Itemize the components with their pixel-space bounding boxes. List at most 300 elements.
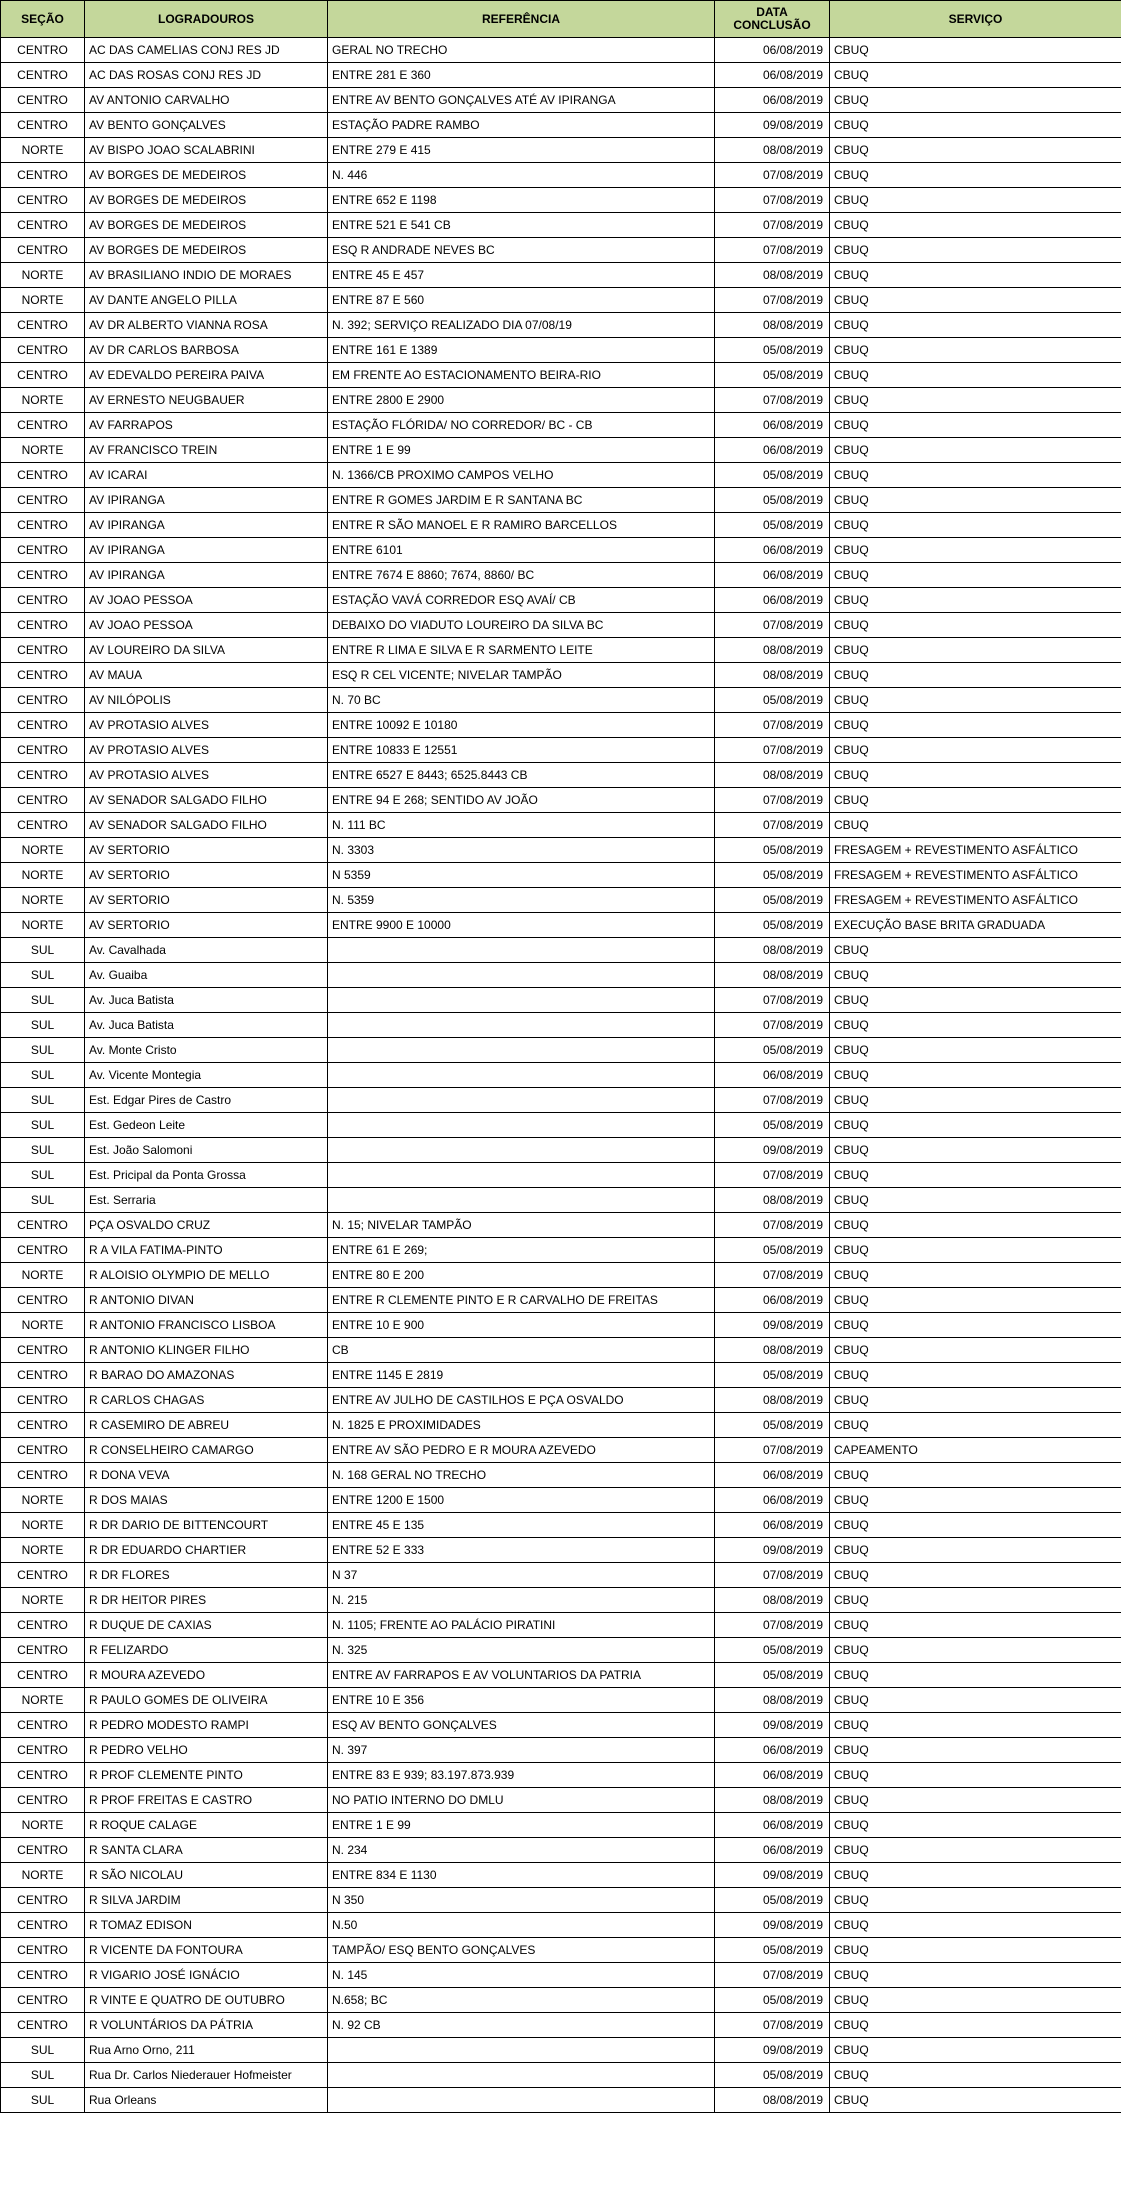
table-row xyxy=(1,338,1121,363)
cell-data-conclusao: 06/08/2019 xyxy=(715,1288,830,1313)
table-row xyxy=(1,1763,1121,1788)
cell-secao: NORTE xyxy=(1,913,85,938)
cell-referencia: ENTRE 834 E 1130 xyxy=(328,1863,715,1888)
table-row xyxy=(1,963,1121,988)
cell-logradouro: Rua Dr. Carlos Niederauer Hofmeister xyxy=(85,2063,328,2088)
cell-logradouro: Av. Vicente Montegia xyxy=(85,1063,328,1088)
cell-referencia: ENTRE 1145 E 2819 xyxy=(328,1363,715,1388)
cell-referencia xyxy=(328,1188,715,1213)
cell-servico: CBUQ xyxy=(830,1713,1121,1738)
cell-referencia: N. 1366/CB PROXIMO CAMPOS VELHO xyxy=(328,463,715,488)
cell-servico: CBUQ xyxy=(830,188,1121,213)
table-row xyxy=(1,1288,1121,1313)
cell-data-conclusao: 07/08/2019 xyxy=(715,1088,830,1113)
cell-servico: CBUQ xyxy=(830,1413,1121,1438)
cell-logradouro: R ANTONIO FRANCISCO LISBOA xyxy=(85,1313,328,1338)
cell-secao: CENTRO xyxy=(1,738,85,763)
cell-data-conclusao: 07/08/2019 xyxy=(715,613,830,638)
cell-referencia xyxy=(328,2038,715,2063)
cell-data-conclusao: 07/08/2019 xyxy=(715,988,830,1013)
cell-secao: CENTRO xyxy=(1,338,85,363)
cell-data-conclusao: 07/08/2019 xyxy=(715,813,830,838)
table-row xyxy=(1,738,1121,763)
table-row xyxy=(1,588,1121,613)
cell-referencia: ENTRE 161 E 1389 xyxy=(328,338,715,363)
cell-secao: CENTRO xyxy=(1,1888,85,1913)
cell-referencia: N. 397 xyxy=(328,1738,715,1763)
cell-referencia xyxy=(328,2088,715,2113)
cell-referencia xyxy=(328,963,715,988)
cell-secao: CENTRO xyxy=(1,1463,85,1488)
cell-data-conclusao: 05/08/2019 xyxy=(715,838,830,863)
cell-secao: NORTE xyxy=(1,288,85,313)
cell-servico: CBUQ xyxy=(830,1738,1121,1763)
cell-referencia: ENTRE R CLEMENTE PINTO E R CARVALHO DE FREITAS xyxy=(328,1288,715,1313)
cell-logradouro: R DONA VEVA xyxy=(85,1463,328,1488)
cell-servico: EXECUÇÃO BASE BRITA GRADUADA xyxy=(830,913,1121,938)
cell-data-conclusao: 09/08/2019 xyxy=(715,1913,830,1938)
cell-servico: CBUQ xyxy=(830,1663,1121,1688)
cell-referencia: ESQ R CEL VICENTE; NIVELAR TAMPÃO xyxy=(328,663,715,688)
cell-referencia: N. 145 xyxy=(328,1963,715,1988)
cell-data-conclusao: 06/08/2019 xyxy=(715,1763,830,1788)
cell-secao: SUL xyxy=(1,1013,85,1038)
cell-data-conclusao: 08/08/2019 xyxy=(715,663,830,688)
cell-referencia: ESTAÇÃO FLÓRIDA/ NO CORREDOR/ BC - CB xyxy=(328,413,715,438)
cell-servico: CBUQ xyxy=(830,1813,1121,1838)
cell-referencia: ENTRE 521 E 541 CB xyxy=(328,213,715,238)
cell-referencia: TAMPÃO/ ESQ BENTO GONÇALVES xyxy=(328,1938,715,1963)
cell-referencia: ESQ R ANDRADE NEVES BC xyxy=(328,238,715,263)
cell-data-conclusao: 05/08/2019 xyxy=(715,1888,830,1913)
cell-logradouro: AV SERTORIO xyxy=(85,838,328,863)
cell-data-conclusao: 07/08/2019 xyxy=(715,388,830,413)
cell-data-conclusao: 05/08/2019 xyxy=(715,1663,830,1688)
cell-logradouro: AV SERTORIO xyxy=(85,913,328,938)
cell-referencia: ENTRE R LIMA E SILVA E R SARMENTO LEITE xyxy=(328,638,715,663)
cell-secao: SUL xyxy=(1,1188,85,1213)
cell-referencia: CB xyxy=(328,1338,715,1363)
cell-logradouro: R MOURA AZEVEDO xyxy=(85,1663,328,1688)
cell-logradouro: R ANTONIO DIVAN xyxy=(85,1288,328,1313)
cell-referencia: N. 168 GERAL NO TRECHO xyxy=(328,1463,715,1488)
table-row xyxy=(1,1013,1121,1038)
cell-secao: SUL xyxy=(1,1088,85,1113)
cell-data-conclusao: 05/08/2019 xyxy=(715,1988,830,2013)
cell-logradouro: R VICENTE DA FONTOURA xyxy=(85,1938,328,1963)
cell-secao: SUL xyxy=(1,938,85,963)
cell-logradouro: R DR HEITOR PIRES xyxy=(85,1588,328,1613)
table-row xyxy=(1,263,1121,288)
cell-referencia xyxy=(328,1063,715,1088)
cell-secao: NORTE xyxy=(1,388,85,413)
cell-logradouro: Est. Gedeon Leite xyxy=(85,1113,328,1138)
cell-referencia: DEBAIXO DO VIADUTO LOUREIRO DA SILVA BC xyxy=(328,613,715,638)
table-row xyxy=(1,1313,1121,1338)
cell-servico: CBUQ xyxy=(830,1038,1121,1063)
cell-logradouro: R ROQUE CALAGE xyxy=(85,1813,328,1838)
cell-logradouro: R A VILA FATIMA-PINTO xyxy=(85,1238,328,1263)
cell-data-conclusao: 05/08/2019 xyxy=(715,888,830,913)
cell-referencia: ENTRE 80 E 200 xyxy=(328,1263,715,1288)
cell-logradouro: R CASEMIRO DE ABREU xyxy=(85,1413,328,1438)
cell-data-conclusao: 07/08/2019 xyxy=(715,1563,830,1588)
cell-secao: NORTE xyxy=(1,1688,85,1713)
cell-referencia: N. 1105; FRENTE AO PALÁCIO PIRATINI xyxy=(328,1613,715,1638)
cell-secao: CENTRO xyxy=(1,1738,85,1763)
cell-servico: CBUQ xyxy=(830,2063,1121,2088)
cell-referencia: ENTRE 1 E 99 xyxy=(328,1813,715,1838)
cell-servico: CBUQ xyxy=(830,438,1121,463)
cell-servico: FRESAGEM + REVESTIMENTO ASFÁLTICO xyxy=(830,863,1121,888)
cell-servico: CBUQ xyxy=(830,2088,1121,2113)
cell-data-conclusao: 07/08/2019 xyxy=(715,1163,830,1188)
table-row xyxy=(1,1563,1121,1588)
cell-logradouro: Rua Orleans xyxy=(85,2088,328,2113)
cell-logradouro: Est. Pricipal da Ponta Grossa xyxy=(85,1163,328,1188)
cell-logradouro: R DR FLORES xyxy=(85,1563,328,1588)
cell-data-conclusao: 06/08/2019 xyxy=(715,438,830,463)
cell-servico: CBUQ xyxy=(830,463,1121,488)
cell-secao: NORTE xyxy=(1,1863,85,1888)
cell-logradouro: AV IPIRANGA xyxy=(85,513,328,538)
cell-secao: CENTRO xyxy=(1,613,85,638)
cell-referencia: ENTRE 1200 E 1500 xyxy=(328,1488,715,1513)
cell-secao: CENTRO xyxy=(1,1363,85,1388)
table-row xyxy=(1,838,1121,863)
header-data-conclusao xyxy=(715,1,830,38)
cell-servico: CBUQ xyxy=(830,938,1121,963)
table-row xyxy=(1,1938,1121,1963)
cell-data-conclusao: 08/08/2019 xyxy=(715,1788,830,1813)
cell-logradouro: Av. Guaiba xyxy=(85,963,328,988)
cell-secao: CENTRO xyxy=(1,363,85,388)
table-row xyxy=(1,438,1121,463)
cell-servico: CBUQ xyxy=(830,113,1121,138)
cell-secao: CENTRO xyxy=(1,238,85,263)
cell-data-conclusao: 07/08/2019 xyxy=(715,713,830,738)
cell-secao: CENTRO xyxy=(1,1238,85,1263)
cell-servico: CBUQ xyxy=(830,1263,1121,1288)
cell-referencia: ESQ AV BENTO GONÇALVES xyxy=(328,1713,715,1738)
table-row xyxy=(1,688,1121,713)
cell-logradouro: AV IPIRANGA xyxy=(85,563,328,588)
cell-logradouro: R VOLUNTÁRIOS DA PÁTRIA xyxy=(85,2013,328,2038)
cell-secao: NORTE xyxy=(1,1263,85,1288)
cell-logradouro: AV ICARAI xyxy=(85,463,328,488)
cell-referencia: N. 215 xyxy=(328,1588,715,1613)
cell-logradouro: AV BENTO GONÇALVES xyxy=(85,113,328,138)
cell-data-conclusao: 06/08/2019 xyxy=(715,413,830,438)
cell-secao: CENTRO xyxy=(1,1413,85,1438)
table-row xyxy=(1,713,1121,738)
cell-data-conclusao: 09/08/2019 xyxy=(715,113,830,138)
cell-secao: CENTRO xyxy=(1,713,85,738)
cell-referencia xyxy=(328,1138,715,1163)
cell-data-conclusao: 08/08/2019 xyxy=(715,313,830,338)
table-row xyxy=(1,413,1121,438)
cell-servico: CBUQ xyxy=(830,138,1121,163)
cell-servico: CBUQ xyxy=(830,788,1121,813)
cell-servico: CBUQ xyxy=(830,2038,1121,2063)
cell-logradouro: R VIGARIO JOSÉ IGNÁCIO xyxy=(85,1963,328,1988)
cell-servico: CBUQ xyxy=(830,1588,1121,1613)
cell-secao: NORTE xyxy=(1,838,85,863)
cell-logradouro: R ANTONIO KLINGER FILHO xyxy=(85,1338,328,1363)
cell-logradouro: R DR EDUARDO CHARTIER xyxy=(85,1538,328,1563)
table-row xyxy=(1,1238,1121,1263)
table-row xyxy=(1,1113,1121,1138)
cell-secao: CENTRO xyxy=(1,1388,85,1413)
table-row xyxy=(1,313,1121,338)
table-row xyxy=(1,2088,1121,2113)
cell-logradouro: AV PROTASIO ALVES xyxy=(85,738,328,763)
table-row xyxy=(1,763,1121,788)
cell-referencia: ENTRE 1 E 99 xyxy=(328,438,715,463)
cell-logradouro: AV SERTORIO xyxy=(85,888,328,913)
table-row xyxy=(1,1838,1121,1863)
table-row xyxy=(1,1538,1121,1563)
cell-logradouro: AV PROTASIO ALVES xyxy=(85,713,328,738)
cell-secao: CENTRO xyxy=(1,563,85,588)
cell-referencia: ENTRE 52 E 333 xyxy=(328,1538,715,1563)
cell-referencia: ENTRE 10 E 356 xyxy=(328,1688,715,1713)
cell-logradouro: AV DR ALBERTO VIANNA ROSA xyxy=(85,313,328,338)
cell-referencia: ENTRE 6101 xyxy=(328,538,715,563)
cell-referencia: ENTRE 61 E 269; xyxy=(328,1238,715,1263)
table-row xyxy=(1,1038,1121,1063)
cell-logradouro: AV SENADOR SALGADO FILHO xyxy=(85,788,328,813)
cell-secao: CENTRO xyxy=(1,513,85,538)
cell-logradouro: Av. Cavalhada xyxy=(85,938,328,963)
cell-secao: CENTRO xyxy=(1,688,85,713)
cell-data-conclusao: 07/08/2019 xyxy=(715,1213,830,1238)
cell-logradouro: R PROF FREITAS E CASTRO xyxy=(85,1788,328,1813)
cell-secao: CENTRO xyxy=(1,488,85,513)
cell-logradouro: Est. Serraria xyxy=(85,1188,328,1213)
cell-servico: CBUQ xyxy=(830,513,1121,538)
cell-servico: CBUQ xyxy=(830,763,1121,788)
cell-servico: CBUQ xyxy=(830,1613,1121,1638)
table-row xyxy=(1,363,1121,388)
cell-secao: CENTRO xyxy=(1,413,85,438)
cell-secao: SUL xyxy=(1,2088,85,2113)
cell-data-conclusao: 07/08/2019 xyxy=(715,163,830,188)
table-row xyxy=(1,2038,1121,2063)
cell-secao: CENTRO xyxy=(1,2013,85,2038)
cell-referencia: ENTRE AV FARRAPOS E AV VOLUNTARIOS DA PATRIA xyxy=(328,1663,715,1688)
cell-secao: SUL xyxy=(1,1113,85,1138)
cell-servico: CBUQ xyxy=(830,288,1121,313)
cell-data-conclusao: 06/08/2019 xyxy=(715,38,830,63)
table-row xyxy=(1,388,1121,413)
cell-data-conclusao: 07/08/2019 xyxy=(715,1963,830,1988)
header-secao: SEÇÃO xyxy=(1,1,85,38)
table-row xyxy=(1,638,1121,663)
cell-referencia: ENTRE 94 E 268; SENTIDO AV JOÃO xyxy=(328,788,715,813)
table-row xyxy=(1,1263,1121,1288)
cell-referencia: GERAL NO TRECHO xyxy=(328,38,715,63)
cell-referencia: ENTRE AV SÃO PEDRO E R MOURA AZEVEDO xyxy=(328,1438,715,1463)
cell-data-conclusao: 07/08/2019 xyxy=(715,2013,830,2038)
table-row xyxy=(1,1163,1121,1188)
cell-secao: CENTRO xyxy=(1,88,85,113)
table-row xyxy=(1,813,1121,838)
cell-logradouro: AV EDEVALDO PEREIRA PAIVA xyxy=(85,363,328,388)
cell-logradouro: AV DR CARLOS BARBOSA xyxy=(85,338,328,363)
header-data-line2: CONCLUSÃO xyxy=(733,18,811,32)
cell-secao: CENTRO xyxy=(1,1438,85,1463)
cell-logradouro: Est. Edgar Pires de Castro xyxy=(85,1088,328,1113)
cell-data-conclusao: 06/08/2019 xyxy=(715,88,830,113)
cell-logradouro: AV JOAO PESSOA xyxy=(85,588,328,613)
table-row xyxy=(1,613,1121,638)
cell-secao: SUL xyxy=(1,2038,85,2063)
cell-logradouro: R VINTE E QUATRO DE OUTUBRO xyxy=(85,1988,328,2013)
cell-referencia: N. 1825 E PROXIMIDADES xyxy=(328,1413,715,1438)
cell-logradouro: AC DAS CAMELIAS CONJ RES JD xyxy=(85,38,328,63)
table-row xyxy=(1,1063,1121,1088)
cell-servico: CBUQ xyxy=(830,1113,1121,1138)
cell-logradouro: R DOS MAIAS xyxy=(85,1488,328,1513)
table-row xyxy=(1,1213,1121,1238)
cell-logradouro: AV ERNESTO NEUGBAUER xyxy=(85,388,328,413)
cell-referencia: ENTRE AV BENTO GONÇALVES ATÉ AV IPIRANGA xyxy=(328,88,715,113)
cell-referencia: N. 3303 xyxy=(328,838,715,863)
cell-logradouro: Av. Juca Batista xyxy=(85,988,328,1013)
cell-referencia: ENTRE 281 E 360 xyxy=(328,63,715,88)
cell-data-conclusao: 05/08/2019 xyxy=(715,1363,830,1388)
cell-servico: CBUQ xyxy=(830,1638,1121,1663)
cell-servico: CBUQ xyxy=(830,963,1121,988)
cell-secao: CENTRO xyxy=(1,1838,85,1863)
cell-data-conclusao: 05/08/2019 xyxy=(715,363,830,388)
cell-secao: NORTE xyxy=(1,1513,85,1538)
cell-logradouro: AV ANTONIO CARVALHO xyxy=(85,88,328,113)
cell-servico: CBUQ xyxy=(830,1688,1121,1713)
cell-secao: NORTE xyxy=(1,888,85,913)
cell-servico: CBUQ xyxy=(830,1313,1121,1338)
cell-servico: CBUQ xyxy=(830,413,1121,438)
cell-secao: CENTRO xyxy=(1,638,85,663)
cell-data-conclusao: 07/08/2019 xyxy=(715,1438,830,1463)
cell-referencia: ENTRE 652 E 1198 xyxy=(328,188,715,213)
cell-data-conclusao: 08/08/2019 xyxy=(715,1388,830,1413)
cell-servico: CBUQ xyxy=(830,38,1121,63)
cell-servico: CBUQ xyxy=(830,1938,1121,1963)
cell-logradouro: R BARAO DO AMAZONAS xyxy=(85,1363,328,1388)
cell-referencia: N. 92 CB xyxy=(328,2013,715,2038)
cell-data-conclusao: 06/08/2019 xyxy=(715,1813,830,1838)
cell-data-conclusao: 06/08/2019 xyxy=(715,1063,830,1088)
cell-servico: CBUQ xyxy=(830,563,1121,588)
cell-servico: CBUQ xyxy=(830,1013,1121,1038)
header-row xyxy=(1,1,1121,38)
cell-servico: CBUQ xyxy=(830,1563,1121,1588)
cell-secao: CENTRO xyxy=(1,188,85,213)
cell-servico: FRESAGEM + REVESTIMENTO ASFÁLTICO xyxy=(830,888,1121,913)
cell-servico: CBUQ xyxy=(830,713,1121,738)
cell-data-conclusao: 05/08/2019 xyxy=(715,1413,830,1438)
cell-logradouro: AV FRANCISCO TREIN xyxy=(85,438,328,463)
table-row xyxy=(1,88,1121,113)
table-row xyxy=(1,1713,1121,1738)
table-row xyxy=(1,538,1121,563)
cell-secao: CENTRO xyxy=(1,463,85,488)
cell-logradouro: Av. Juca Batista xyxy=(85,1013,328,1038)
cell-secao: NORTE xyxy=(1,1538,85,1563)
cell-servico: CBUQ xyxy=(830,813,1121,838)
table-row xyxy=(1,1463,1121,1488)
cell-logradouro: AV NILÓPOLIS xyxy=(85,688,328,713)
cell-servico: CBUQ xyxy=(830,688,1121,713)
cell-referencia: N. 5359 xyxy=(328,888,715,913)
cell-data-conclusao: 09/08/2019 xyxy=(715,1863,830,1888)
cell-servico: CBUQ xyxy=(830,1188,1121,1213)
cell-secao: CENTRO xyxy=(1,1913,85,1938)
cell-referencia xyxy=(328,938,715,963)
cell-servico: CBUQ xyxy=(830,988,1121,1013)
cell-referencia: ENTRE 45 E 457 xyxy=(328,263,715,288)
cell-servico: CBUQ xyxy=(830,1513,1121,1538)
cell-logradouro: AV FARRAPOS xyxy=(85,413,328,438)
table-row xyxy=(1,1788,1121,1813)
cell-secao: CENTRO xyxy=(1,1763,85,1788)
cell-secao: CENTRO xyxy=(1,1613,85,1638)
cell-data-conclusao: 06/08/2019 xyxy=(715,563,830,588)
cell-secao: SUL xyxy=(1,1038,85,1063)
cell-servico: CBUQ xyxy=(830,88,1121,113)
table-row xyxy=(1,1488,1121,1513)
cell-logradouro: R CONSELHEIRO CAMARGO xyxy=(85,1438,328,1463)
cell-servico: CBUQ xyxy=(830,238,1121,263)
cell-logradouro: AV IPIRANGA xyxy=(85,488,328,513)
cell-referencia xyxy=(328,1013,715,1038)
cell-servico: CBUQ xyxy=(830,1163,1121,1188)
cell-logradouro: AV LOUREIRO DA SILVA xyxy=(85,638,328,663)
cell-logradouro: AV MAUA xyxy=(85,663,328,688)
cell-referencia: ENTRE 7674 E 8860; 7674, 8860/ BC xyxy=(328,563,715,588)
cell-data-conclusao: 08/08/2019 xyxy=(715,2088,830,2113)
cell-secao: CENTRO xyxy=(1,1213,85,1238)
cell-servico: CBUQ xyxy=(830,1838,1121,1863)
cell-referencia: ENTRE 10 E 900 xyxy=(328,1313,715,1338)
cell-servico: CBUQ xyxy=(830,63,1121,88)
table-row xyxy=(1,988,1121,1013)
cell-data-conclusao: 06/08/2019 xyxy=(715,588,830,613)
table-row xyxy=(1,1738,1121,1763)
cell-data-conclusao: 07/08/2019 xyxy=(715,1263,830,1288)
cell-logradouro: AV BORGES DE MEDEIROS xyxy=(85,238,328,263)
table-row xyxy=(1,1813,1121,1838)
table-row xyxy=(1,1963,1121,1988)
cell-secao: CENTRO xyxy=(1,588,85,613)
cell-servico: CBUQ xyxy=(830,1763,1121,1788)
cell-data-conclusao: 08/08/2019 xyxy=(715,263,830,288)
cell-data-conclusao: 08/08/2019 xyxy=(715,138,830,163)
cell-logradouro: R PAULO GOMES DE OLIVEIRA xyxy=(85,1688,328,1713)
cell-data-conclusao: 08/08/2019 xyxy=(715,638,830,663)
table-body xyxy=(1,38,1121,2113)
cell-servico: CBUQ xyxy=(830,1963,1121,1988)
cell-servico: CBUQ xyxy=(830,613,1121,638)
cell-logradouro: R PEDRO MODESTO RAMPI xyxy=(85,1713,328,1738)
cell-logradouro: PÇA OSVALDO CRUZ xyxy=(85,1213,328,1238)
cell-secao: CENTRO xyxy=(1,813,85,838)
cell-data-conclusao: 05/08/2019 xyxy=(715,1238,830,1263)
cell-data-conclusao: 09/08/2019 xyxy=(715,1538,830,1563)
cell-referencia: ENTRE 9900 E 10000 xyxy=(328,913,715,938)
